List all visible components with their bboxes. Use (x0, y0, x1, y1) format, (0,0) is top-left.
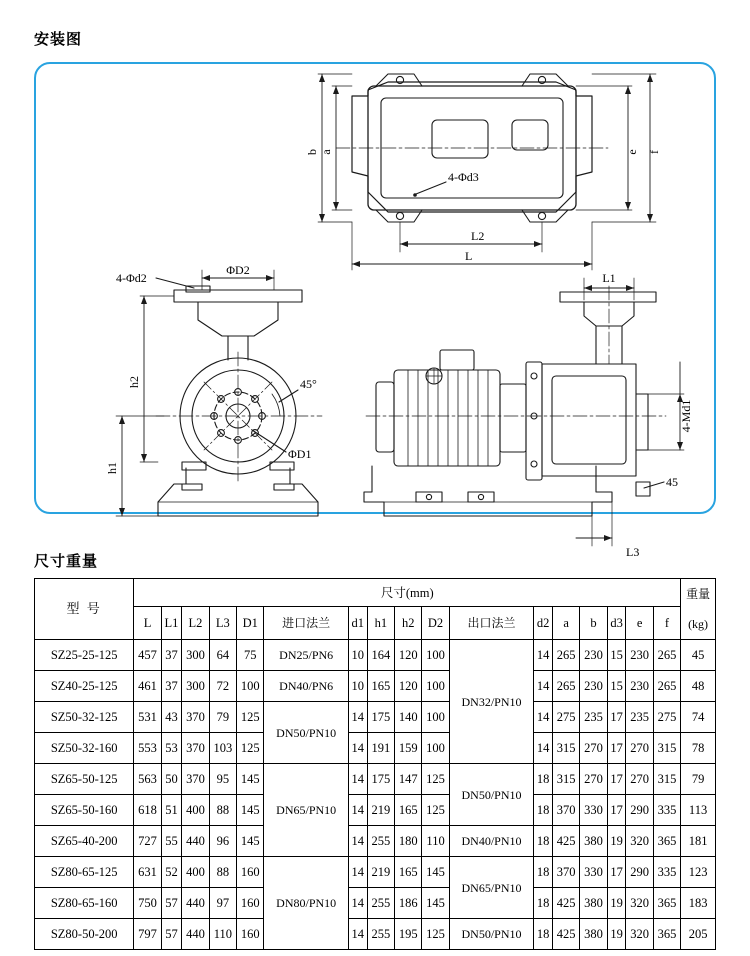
col-header-a: a (553, 607, 580, 640)
cell-outlet-merged-dn65: DN65/PN10 (449, 857, 534, 919)
label-L1: L1 (602, 271, 616, 285)
cell-h2: 120 (395, 640, 422, 671)
cell-a: 370 (553, 857, 580, 888)
cell-b: 380 (580, 888, 607, 919)
col-header-D2: D2 (422, 607, 449, 640)
cell-L3: 110 (209, 919, 236, 950)
cell-e: 230 (626, 671, 653, 702)
cell-model: SZ80-65-160 (35, 888, 134, 919)
cell-d3: 15 (607, 671, 626, 702)
cell-L2: 370 (182, 764, 209, 795)
cell-L: 461 (134, 671, 161, 702)
cell-D1: 160 (237, 888, 264, 919)
cell-f: 265 (653, 671, 680, 702)
cell-D2: 100 (422, 640, 449, 671)
cell-f: 315 (653, 733, 680, 764)
cell-b: 230 (580, 671, 607, 702)
cell-model: SZ65-40-200 (35, 826, 134, 857)
cell-L3: 97 (209, 888, 236, 919)
cell-d3: 19 (607, 826, 626, 857)
cell-d1: 14 (348, 702, 367, 733)
cell-d2: 18 (534, 919, 553, 950)
cell-weight: 113 (681, 795, 716, 826)
cell-L3: 72 (209, 671, 236, 702)
cell-h2: 159 (395, 733, 422, 764)
cell-h1: 175 (367, 702, 394, 733)
cell-weight: 183 (681, 888, 716, 919)
cell-d2: 14 (534, 640, 553, 671)
cell-h1: 165 (367, 671, 394, 702)
col-header-h2: h2 (395, 607, 422, 640)
cell-f: 275 (653, 702, 680, 733)
cell-L3: 79 (209, 702, 236, 733)
cell-weight: 123 (681, 857, 716, 888)
col-header-d2: d2 (534, 607, 553, 640)
label-h2: h2 (127, 376, 141, 388)
cell-d1: 14 (348, 826, 367, 857)
cell-L: 727 (134, 826, 161, 857)
cell-model: SZ40-25-125 (35, 671, 134, 702)
table-row (35, 671, 716, 702)
cell-d2: 18 (534, 795, 553, 826)
label-45: 45 (666, 475, 678, 489)
cell-D2: 110 (422, 826, 449, 857)
cell-weight: 78 (681, 733, 716, 764)
label-L: L (465, 249, 473, 263)
cell-model: SZ80-65-125 (35, 857, 134, 888)
table-row (35, 733, 716, 764)
cell-h1: 255 (367, 826, 394, 857)
cell-h2: 147 (395, 764, 422, 795)
cell-inlet: DN25/PN6 (264, 640, 349, 671)
col-header-model: 型 号 (35, 579, 134, 640)
cell-L1: 53 (161, 733, 182, 764)
col-header-L3: L3 (209, 607, 236, 640)
cell-model: SZ50-32-160 (35, 733, 134, 764)
col-header-h1: h1 (367, 607, 394, 640)
cell-d3: 17 (607, 857, 626, 888)
cell-f: 335 (653, 857, 680, 888)
cell-model: SZ25-25-125 (35, 640, 134, 671)
cell-h1: 219 (367, 857, 394, 888)
label-phi-D2: ΦD2 (226, 263, 250, 277)
cell-L: 531 (134, 702, 161, 733)
cell-L1: 37 (161, 640, 182, 671)
cell-D1: 145 (237, 795, 264, 826)
cell-weight: 45 (681, 640, 716, 671)
cell-h1: 255 (367, 888, 394, 919)
cell-outlet: DN40/PN10 (449, 826, 534, 857)
cell-b: 380 (580, 826, 607, 857)
col-header-d1: d1 (348, 607, 367, 640)
label-4-phi-d3: 4-Φd3 (448, 170, 479, 184)
cell-inlet-merged-dn50: DN50/PN10 (264, 702, 349, 764)
col-header-d3: d3 (607, 607, 626, 640)
label-L2: L2 (471, 229, 485, 243)
cell-L3: 88 (209, 795, 236, 826)
col-header-b: b (580, 607, 607, 640)
cell-b: 380 (580, 919, 607, 950)
cell-e: 320 (626, 826, 653, 857)
cell-e: 270 (626, 764, 653, 795)
cell-e: 290 (626, 795, 653, 826)
cell-d1: 10 (348, 640, 367, 671)
col-header-D1: D1 (237, 607, 264, 640)
cell-L1: 37 (161, 671, 182, 702)
cell-e: 320 (626, 919, 653, 950)
cell-D1: 125 (237, 733, 264, 764)
cell-L1: 57 (161, 919, 182, 950)
cell-a: 425 (553, 919, 580, 950)
cell-d2: 18 (534, 888, 553, 919)
cell-model: SZ65-50-160 (35, 795, 134, 826)
cell-L2: 400 (182, 795, 209, 826)
col-header-f: f (653, 607, 680, 640)
cell-d1: 14 (348, 857, 367, 888)
cell-L2: 440 (182, 919, 209, 950)
cell-D2: 100 (422, 702, 449, 733)
page-title-dimensions: 尺寸重量 (34, 553, 99, 570)
col-header-weight (681, 579, 716, 640)
cell-d3: 19 (607, 888, 626, 919)
cell-h2: 186 (395, 888, 422, 919)
cell-e: 290 (626, 857, 653, 888)
cell-model: SZ50-32-125 (35, 702, 134, 733)
col-header-inlet-flange: 进口法兰 (264, 607, 349, 640)
table-row (35, 702, 716, 733)
cell-d1: 10 (348, 671, 367, 702)
cell-D2: 125 (422, 795, 449, 826)
cell-a: 315 (553, 733, 580, 764)
cell-D2: 125 (422, 919, 449, 950)
cell-L3: 95 (209, 764, 236, 795)
cell-f: 365 (653, 826, 680, 857)
col-header-group-dimensions: 尺寸(mm) (134, 579, 681, 607)
cell-b: 330 (580, 857, 607, 888)
cell-D2: 100 (422, 733, 449, 764)
cell-L: 797 (134, 919, 161, 950)
label-h1: h1 (105, 462, 119, 474)
cell-h2: 165 (395, 857, 422, 888)
cell-inlet-dn80: DN80/PN10 (264, 857, 349, 950)
cell-outlet: DN50/PN10 (449, 919, 534, 950)
cell-d2: 18 (534, 826, 553, 857)
cell-inlet: DN40/PN6 (264, 671, 349, 702)
cell-d3: 15 (607, 640, 626, 671)
cell-L3: 88 (209, 857, 236, 888)
cell-D2: 145 (422, 857, 449, 888)
cell-D1: 145 (237, 826, 264, 857)
cell-L: 563 (134, 764, 161, 795)
cell-h2: 195 (395, 919, 422, 950)
col-header-L1: L1 (161, 607, 182, 640)
page-title-install: 安装图 (34, 31, 83, 48)
cell-L3: 64 (209, 640, 236, 671)
cell-d3: 17 (607, 702, 626, 733)
cell-D2: 145 (422, 888, 449, 919)
cell-e: 270 (626, 733, 653, 764)
cell-outlet-merged-dn32: DN32/PN10 (449, 640, 534, 764)
cell-h2: 180 (395, 826, 422, 857)
cell-b: 235 (580, 702, 607, 733)
cell-D1: 160 (237, 857, 264, 888)
col-header-outlet-flange: 出口法兰 (449, 607, 534, 640)
cell-d2: 18 (534, 764, 553, 795)
table-row (35, 764, 716, 795)
cell-d2: 14 (534, 671, 553, 702)
cell-e: 320 (626, 888, 653, 919)
cell-L1: 52 (161, 857, 182, 888)
cell-D1: 100 (237, 671, 264, 702)
table-header-row-sub (35, 607, 716, 640)
table-header-row-top (35, 579, 716, 607)
cell-inlet-merged-dn65: DN65/PN10 (264, 764, 349, 857)
cell-h2: 165 (395, 795, 422, 826)
cell-a: 370 (553, 795, 580, 826)
cell-D1: 160 (237, 919, 264, 950)
cell-d1: 14 (348, 795, 367, 826)
cell-L2: 370 (182, 733, 209, 764)
cell-L1: 51 (161, 795, 182, 826)
cell-L: 618 (134, 795, 161, 826)
table-row (35, 857, 716, 888)
cell-L2: 440 (182, 888, 209, 919)
table-row (35, 888, 716, 919)
cell-model: SZ80-50-200 (35, 919, 134, 950)
cell-a: 425 (553, 826, 580, 857)
cell-D2: 125 (422, 764, 449, 795)
weight-label: 重量 (686, 587, 711, 601)
cell-a: 265 (553, 640, 580, 671)
cell-L2: 400 (182, 857, 209, 888)
label-f: f (647, 150, 661, 154)
cell-weight: 181 (681, 826, 716, 857)
cell-D1: 145 (237, 764, 264, 795)
cell-a: 275 (553, 702, 580, 733)
cell-L1: 43 (161, 702, 182, 733)
cell-L1: 57 (161, 888, 182, 919)
cell-model: SZ65-50-125 (35, 764, 134, 795)
cell-h1: 164 (367, 640, 394, 671)
dimensions-table (34, 578, 716, 950)
label-4-Md1: 4-Md1 (679, 399, 693, 433)
cell-L3: 103 (209, 733, 236, 764)
label-a: a (319, 149, 333, 155)
col-header-L2: L2 (182, 607, 209, 640)
cell-f: 265 (653, 640, 680, 671)
cell-weight: 48 (681, 671, 716, 702)
cell-h1: 175 (367, 764, 394, 795)
label-e: e (625, 149, 639, 155)
cell-d1: 14 (348, 733, 367, 764)
cell-L2: 300 (182, 671, 209, 702)
cell-h1: 219 (367, 795, 394, 826)
cell-f: 315 (653, 764, 680, 795)
cell-b: 230 (580, 640, 607, 671)
table-row (35, 640, 716, 671)
cell-L3: 96 (209, 826, 236, 857)
cell-D2: 100 (422, 671, 449, 702)
col-header-e: e (626, 607, 653, 640)
cell-f: 335 (653, 795, 680, 826)
cell-L2: 300 (182, 640, 209, 671)
cell-h2: 120 (395, 671, 422, 702)
cell-f: 365 (653, 919, 680, 950)
cell-a: 315 (553, 764, 580, 795)
cell-h1: 255 (367, 919, 394, 950)
cell-D1: 75 (237, 640, 264, 671)
cell-d1: 14 (348, 764, 367, 795)
cell-L2: 440 (182, 826, 209, 857)
installation-diagram-panel (34, 62, 716, 559)
cell-D1: 125 (237, 702, 264, 733)
cell-d2: 14 (534, 702, 553, 733)
cell-b: 270 (580, 733, 607, 764)
label-phi-D1: ΦD1 (288, 447, 312, 461)
label-45deg: 45° (300, 377, 317, 391)
cell-f: 365 (653, 888, 680, 919)
cell-d2: 18 (534, 857, 553, 888)
label-4-phi-d2: 4-Φd2 (116, 271, 147, 285)
installation-drawing (36, 64, 714, 559)
cell-weight: 79 (681, 764, 716, 795)
cell-outlet-merged-dn50: DN50/PN10 (449, 764, 534, 826)
cell-d1: 14 (348, 919, 367, 950)
weight-unit: (kg) (688, 617, 709, 631)
cell-d3: 17 (607, 764, 626, 795)
cell-d1: 14 (348, 888, 367, 919)
cell-e: 235 (626, 702, 653, 733)
cell-d2: 14 (534, 733, 553, 764)
cell-b: 330 (580, 795, 607, 826)
cell-L: 631 (134, 857, 161, 888)
table-row (35, 795, 716, 826)
cell-L: 553 (134, 733, 161, 764)
cell-a: 265 (553, 671, 580, 702)
cell-L: 457 (134, 640, 161, 671)
label-b: b (305, 149, 319, 155)
cell-L1: 55 (161, 826, 182, 857)
cell-h1: 191 (367, 733, 394, 764)
cell-weight: 74 (681, 702, 716, 733)
cell-weight: 205 (681, 919, 716, 950)
cell-d3: 17 (607, 795, 626, 826)
cell-L: 750 (134, 888, 161, 919)
cell-e: 230 (626, 640, 653, 671)
col-header-L: L (134, 607, 161, 640)
cell-b: 270 (580, 764, 607, 795)
table-row (35, 826, 716, 857)
table-row (35, 919, 716, 950)
cell-d3: 19 (607, 919, 626, 950)
cell-a: 425 (553, 888, 580, 919)
cell-L2: 370 (182, 702, 209, 733)
cell-d3: 17 (607, 733, 626, 764)
label-L3: L3 (626, 545, 640, 559)
cell-L1: 50 (161, 764, 182, 795)
cell-h2: 140 (395, 702, 422, 733)
